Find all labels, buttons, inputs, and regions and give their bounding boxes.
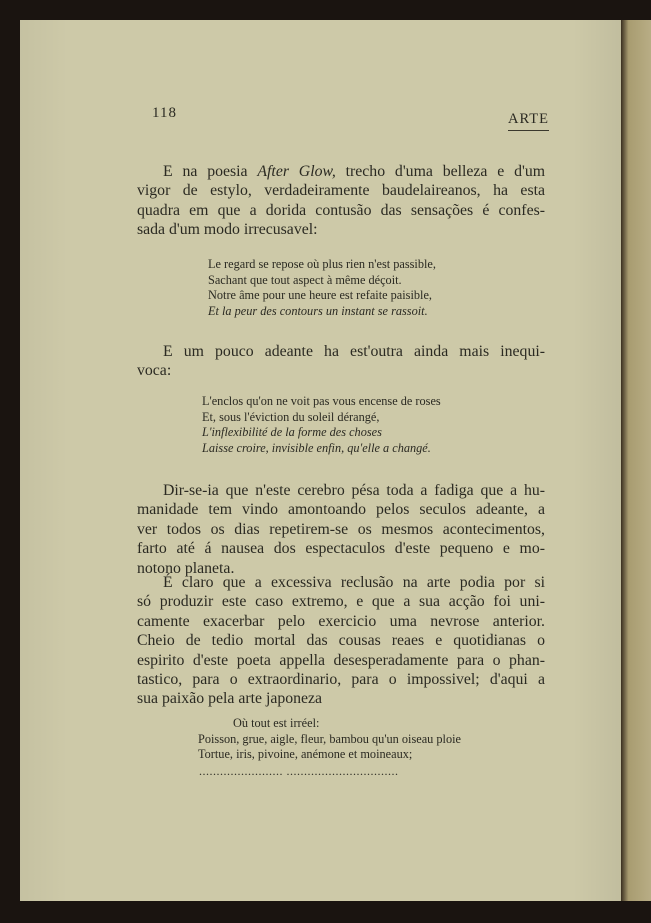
paragraph-line: quadra em que a dorida contusão das sensações é confes- [137, 201, 545, 219]
verse-line: Où tout est irréel: [233, 716, 320, 730]
ellipsis-line: ........................ ................................ [199, 764, 399, 778]
verse-quote-2 [202, 394, 441, 456]
verse-line: Le regard se repose où plus rien n'est passible, [208, 257, 436, 271]
verse-line: Et la peur des contours un instant se rassoit. [208, 303, 428, 318]
running-head: ARTE [508, 111, 549, 131]
verse-line: Et, sous l'éviction du soleil dérangé, [202, 409, 380, 424]
paragraph-line: ver todos os dias repetirem-se os mesmos acontecimentos, [137, 520, 545, 538]
paragraph-line: manidade tem vindo amontoando pelos seculos adeante, a [137, 501, 545, 519]
paragraph-line: notono planeta. [137, 559, 235, 577]
next-page-edge [621, 20, 651, 901]
verse-line: L'enclos qu'on ne voit pas vous encense de roses [202, 394, 441, 408]
page-number: 118 [152, 105, 177, 121]
paragraph-2 [137, 342, 545, 381]
paragraph-line: só produzir este caso extremo, e que a sua acção foi uni- [137, 593, 545, 611]
paragraph-1 [137, 162, 545, 240]
paragraph-line: sada d'um modo irrecusavel: [137, 221, 318, 239]
verse-line: Notre âme pour une heure est refaite paisible, [208, 288, 432, 302]
verse-line: L'inflexibilité de la forme des choses [202, 425, 382, 439]
paragraph-line: Cheio de tedio mortal das cousas reaes e quotidianas o [137, 632, 545, 650]
paragraph-line: voca: [137, 362, 172, 380]
paragraph-line: É claro que a excessiva reclusão na arte podia por si [163, 574, 545, 591]
verse-quote-3 [198, 716, 461, 763]
paragraph-line: tastico, para o extraordinario, para o impossivel; d'aqui a [137, 671, 545, 689]
verse-line: Sachant que tout aspect à même déçoit. [208, 272, 402, 287]
paragraph-line: farto até á nausea dos espectaculos d'este pequeno e mo- [137, 540, 545, 558]
paragraph-3 [137, 481, 545, 578]
paragraph-line: Dir-se-ia que n'este cerebro pésa toda a fadiga que a hu- [163, 482, 545, 499]
paragraph-line: E na poesia After Glow, trecho d'uma belleza e d'um [163, 163, 545, 180]
verse-line: Poisson, grue, aigle, fleur, bambou qu'un oiseau ploie [198, 731, 461, 746]
paragraph-line: vigor de estylo, verdadeiramente baudelaireanos, ha esta [137, 182, 545, 200]
verse-quote-1 [208, 257, 436, 319]
verse-line: Laisse croire, invisible enfin, qu'elle a changé. [202, 440, 431, 455]
paragraph-line: E um pouco adeante ha est'outra ainda mais inequi- [163, 343, 545, 360]
paragraph-line: sua paixão pela arte japoneza [137, 690, 323, 708]
verse-line: Tortue, iris, pivoine, anémone et moineaux; [198, 747, 413, 761]
paragraph-line: espirito d'este poeta appella desesperadamente para o phan- [137, 651, 545, 669]
poem-title: After Glow, [257, 163, 336, 180]
paragraph-line: camente exacerbar pelo exercicio uma nevrose anterior. [137, 612, 545, 630]
paragraph-4 [137, 573, 545, 709]
